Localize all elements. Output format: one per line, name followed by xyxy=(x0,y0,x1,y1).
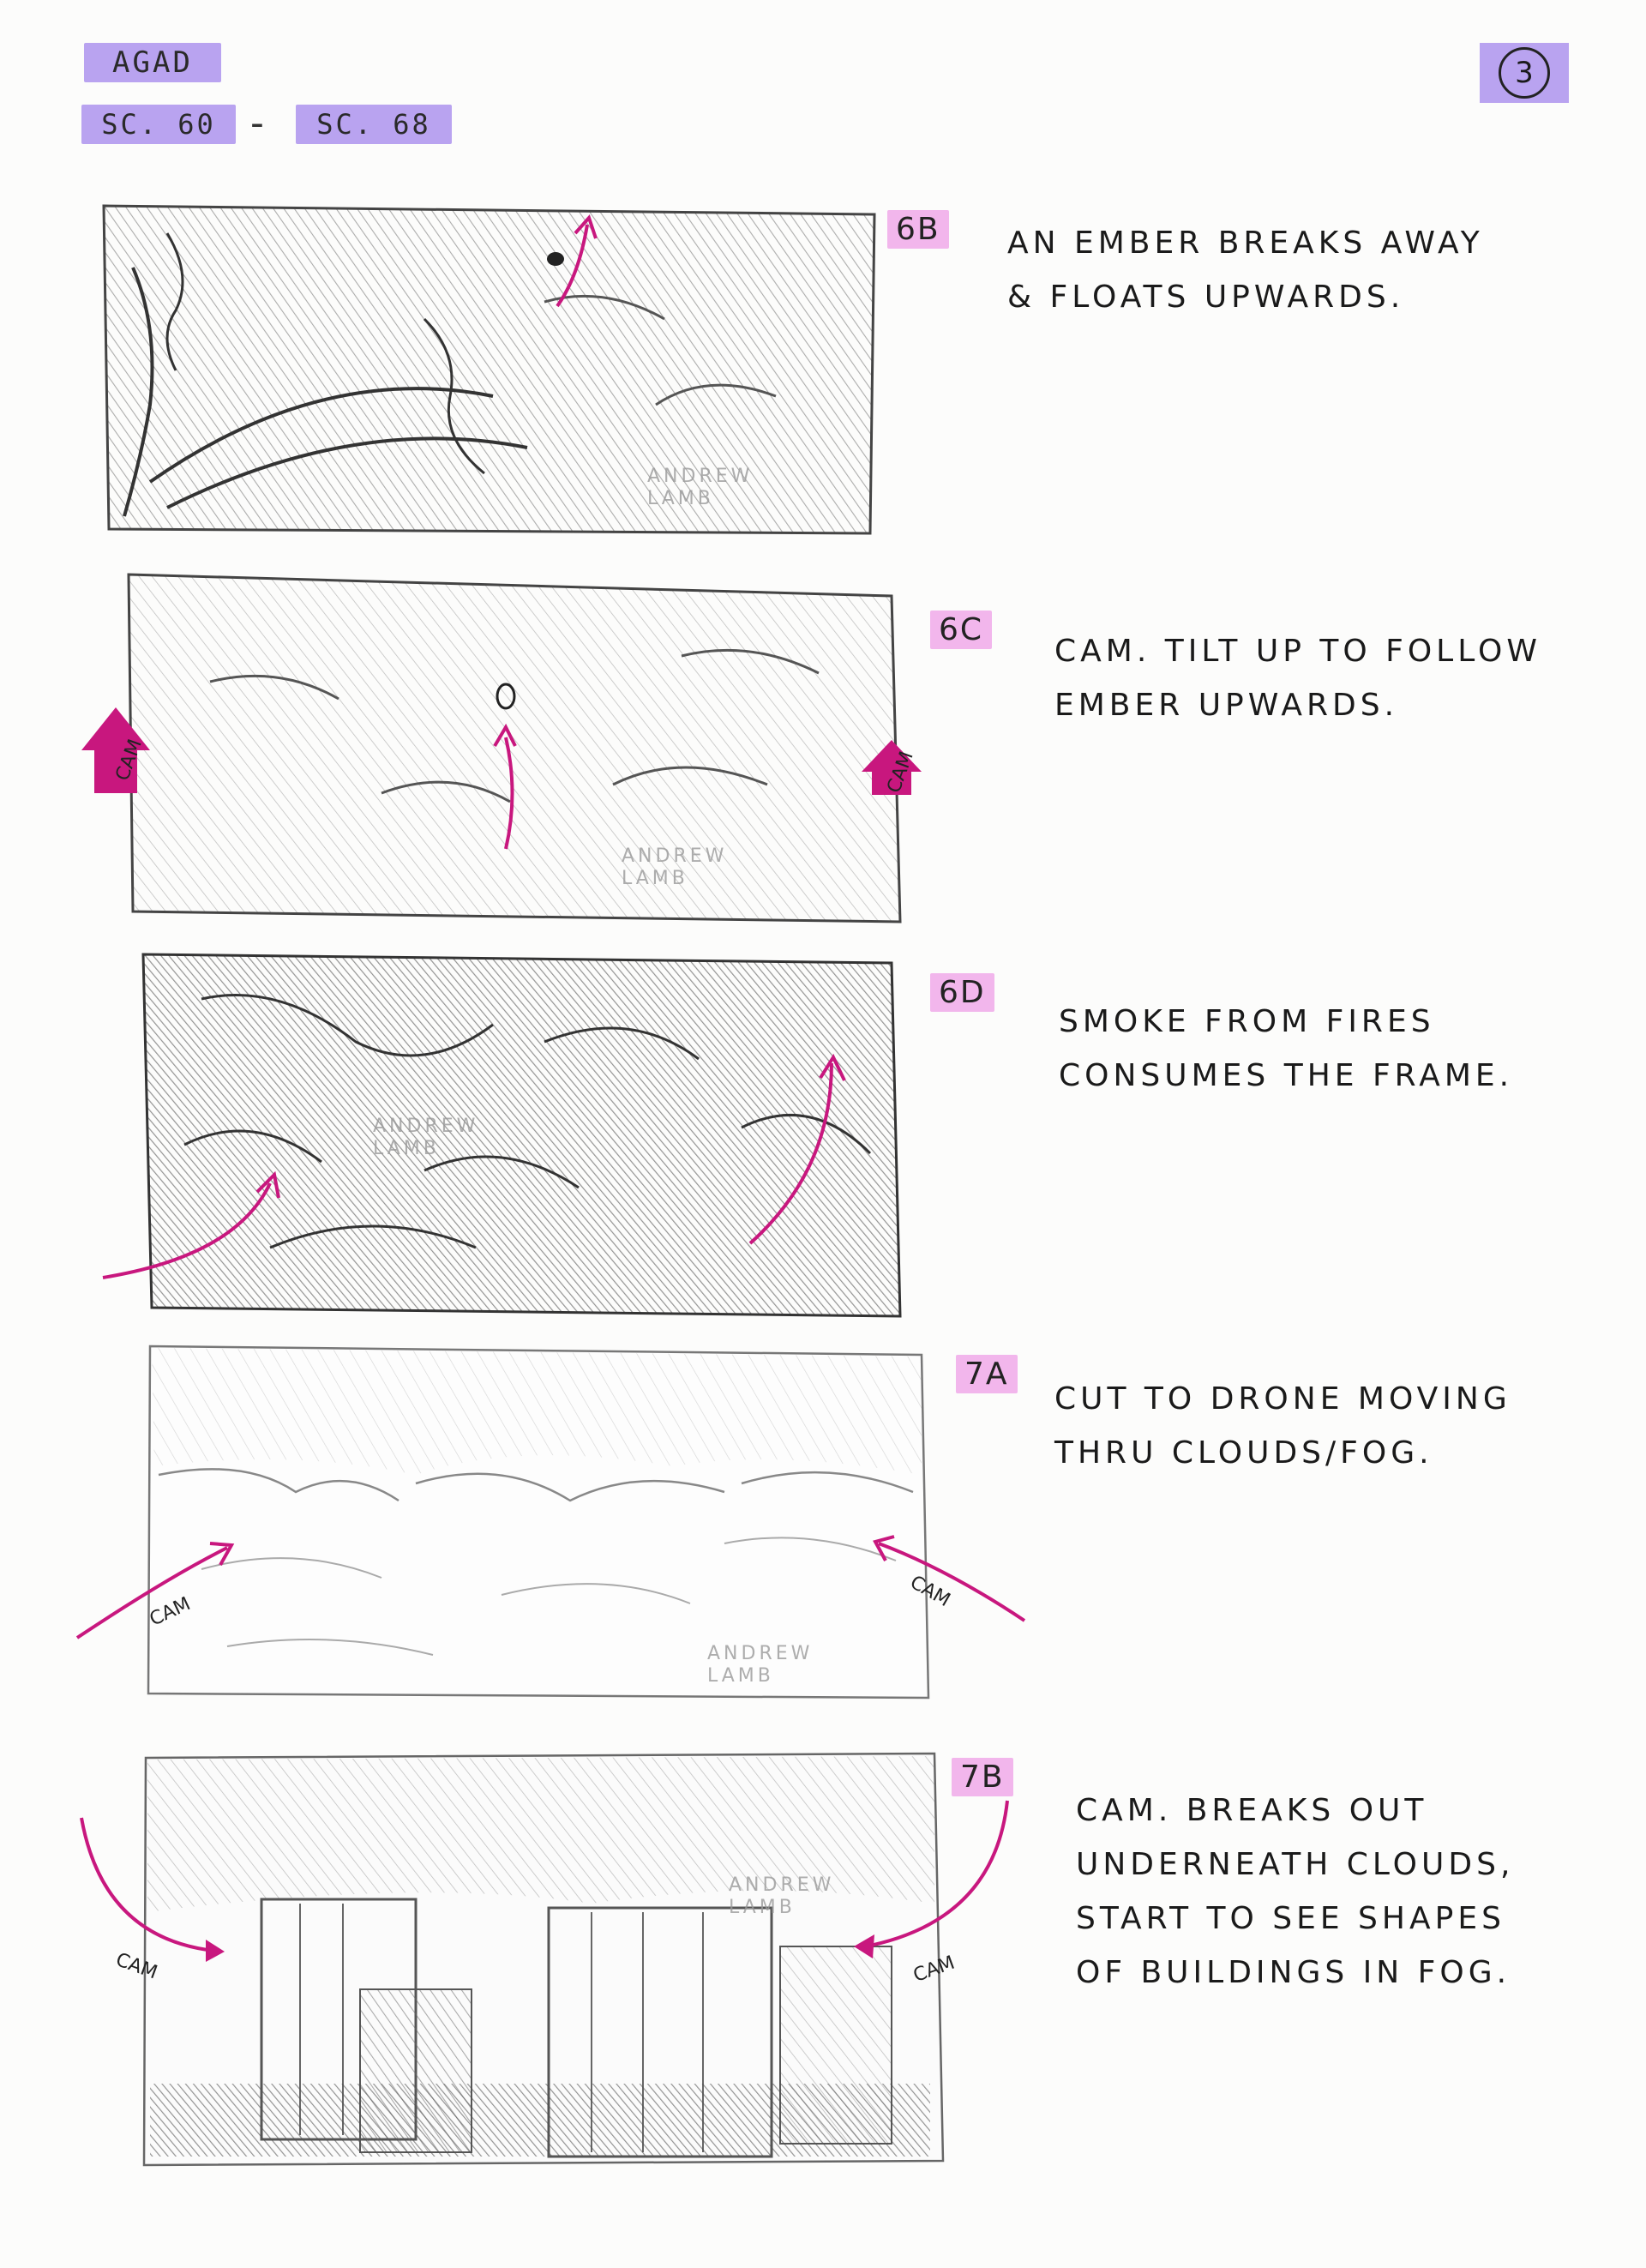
scene-range-separator: - xyxy=(250,101,264,145)
panel-6c-line-1: CAM. TILT UP TO FOLLOW xyxy=(1054,634,1541,669)
panel-6d-description xyxy=(1059,995,1513,1103)
cam-label-7b-left: CAM xyxy=(112,1949,160,1984)
panel-6c-line-2: EMBER UPWARDS. xyxy=(1054,688,1399,723)
cam-label-7a-right: CAM xyxy=(906,1571,954,1612)
cam-label-6c-left: CAM xyxy=(111,736,147,784)
watermark-line1: ANDREW xyxy=(622,845,728,867)
panel-6b-sketch xyxy=(99,199,887,542)
storyboard-panel-6c xyxy=(81,570,930,930)
watermark-line2: LAMB xyxy=(707,1665,774,1687)
panel-6d-sketch xyxy=(99,948,922,1325)
cam-label-7a-left: CAM xyxy=(146,1593,195,1631)
panel-7b-description xyxy=(1076,1784,1514,2000)
panel-7b-line-1: CAM. BREAKS OUT xyxy=(1076,1793,1428,1828)
shot-number-6c: 6C xyxy=(930,611,992,649)
watermark-line1: ANDREW xyxy=(647,466,754,487)
panel-6c-description xyxy=(1054,624,1541,732)
storyboard-panel-7b xyxy=(77,1741,1054,2187)
panel-6b-line-1: AN EMBER BREAKS AWAY xyxy=(1007,226,1484,261)
panel-7a-description xyxy=(1054,1372,1511,1480)
panel-6d-line-1: SMOKE FROM FIRES xyxy=(1059,1004,1435,1039)
panel-7b-line-2: UNDERNEATH CLOUDS, xyxy=(1076,1847,1515,1882)
watermark-line2: LAMB xyxy=(647,488,714,509)
panel-6d-line-2: CONSUMES THE FRAME. xyxy=(1059,1058,1514,1093)
scene-end-tag: SC. 68 xyxy=(296,105,452,144)
watermark-line1: ANDREW xyxy=(707,1643,814,1664)
watermark-line2: LAMB xyxy=(373,1138,440,1159)
storyboard-panel-6d xyxy=(99,948,922,1325)
project-tag: AGAD xyxy=(84,43,221,82)
page-number-circle: 3 xyxy=(1499,47,1550,99)
watermark-line1: ANDREW xyxy=(373,1116,479,1137)
panel-7b-line-3: START TO SEE SHAPES xyxy=(1076,1901,1505,1936)
panel-6b-description xyxy=(1007,216,1484,324)
watermark-line1: ANDREW xyxy=(729,1874,835,1896)
page-number xyxy=(1480,43,1569,103)
storyboard-panel-7a xyxy=(73,1338,1033,1715)
cam-label-7b-right: CAM xyxy=(910,1952,958,1988)
scene-start-tag: SC. 60 xyxy=(81,105,236,144)
shot-number-7b: 7B xyxy=(952,1758,1013,1796)
panel-7a-sketch xyxy=(73,1338,1033,1715)
panel-7b-line-4: OF BUILDINGS IN FOG. xyxy=(1076,1955,1511,1990)
panel-7a-line-1: CUT TO DRONE MOVING xyxy=(1054,1381,1511,1417)
shot-number-7a: 7A xyxy=(956,1355,1018,1393)
storyboard-panel-6b xyxy=(99,199,887,542)
panel-7a-line-2: THRU CLOUDS/FOG. xyxy=(1054,1435,1433,1471)
cam-label-6c-right: CAM xyxy=(883,749,918,797)
panel-6c-sketch xyxy=(81,570,930,930)
watermark-line2: LAMB xyxy=(622,868,688,889)
panel-6b-line-2: & FLOATS UPWARDS. xyxy=(1007,280,1405,315)
shot-number-6b: 6B xyxy=(887,210,949,249)
panel-7b-sketch xyxy=(77,1741,1054,2187)
watermark-line2: LAMB xyxy=(729,1897,796,1918)
shot-number-6d: 6D xyxy=(930,973,994,1012)
